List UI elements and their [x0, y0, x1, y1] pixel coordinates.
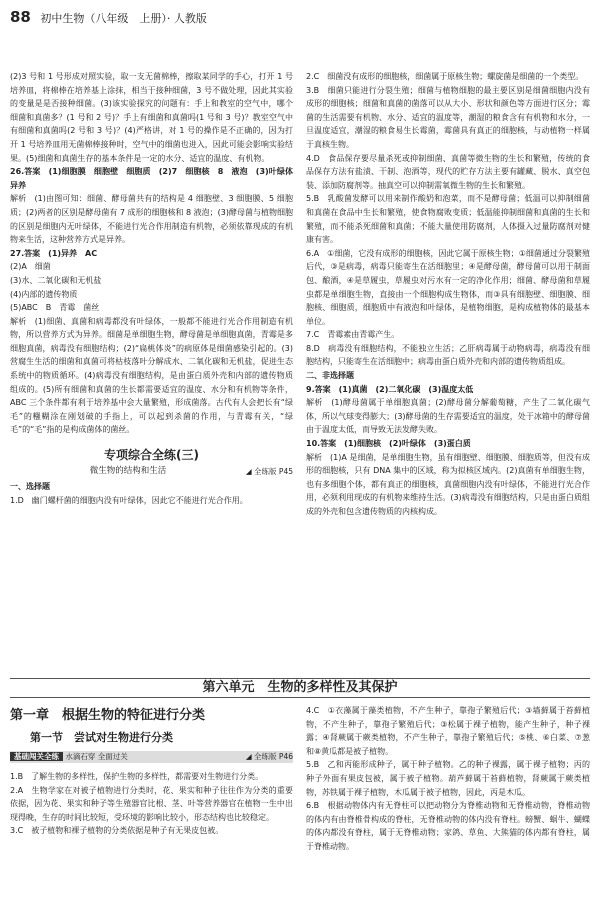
chapter-answer-2: 2.A 生物学家在对被子植物进行分类时，花、果实和种子往往作为分类的重要依据，因为花、果实和种子等生殖器官比根、茎、叶等营养器官在植物一生中出现得晚，生存的时间比较短，受环境的影响比较小，形态结构也比较稳定。 — [10, 785, 293, 822]
analysis-27: 解析 (1)细菌、真菌和病毒都没有叶绿体，一般都不能进行光合作用制造有机物，所以营养方式为异养。细菌是单细胞生物，酵母菌是单细胞真菌，青霉是多细胞真菌，病毒没有细胞结构；(2)“扁桃体炎”的病原体是细菌感染引起的。(3)营腐生生活的细菌和真菌可将枯枝落叶分解成水、二氧化碳和无机盐，促进生态系统中的物质循环。(4)病毒没有细胞结构，是由蛋白质外壳和内部的遗传物质组成的。(5)所有细菌和真菌的生长都需要适宜的温度、水分和有机物等条件，ABC 三个条件都有利于培养基中会大量繁殖，形成菌落。古代有人会把长有“绿毛”的糨糊涂在刚划破的手指上，可以起到杀菌的作用，与青霉有关，“绿毛”的“毛”指的是构成菌体的菌丝。 — [10, 316, 293, 435]
chapter-answer-5: 5.B 乙和丙能形成种子，属于种子植物。乙的种子裸露，属于裸子植物；丙的种子外面有果皮包被，属于被子植物。葫芦藓属于苔藓植物，肾蕨属于蕨类植物，苏铁属于裸子植物，木瓜属于被子植物，因此，丙是木瓜。 — [306, 760, 590, 797]
subtitle-text: 微生物的结构和生活 — [89, 465, 167, 476]
answer-4: 4.D 食品保存要尽量杀死或抑制细菌、真菌等微生物的生长和繁殖，传统的食品保存方法有盐渍、干制、泡酒等，现代的贮存方法主要有罐藏、脱水、真空包装、添加防腐剂等。抽真空可以抑制需氧微生物的生长和繁殖。 — [306, 153, 590, 190]
answer-27-3: (3)水、二氧化碳和无机盐 — [10, 275, 102, 285]
answer-27: 27.答案 (1)异养 AC — [10, 248, 98, 258]
page-header — [10, 8, 207, 26]
chapter-answers-right — [306, 704, 590, 854]
answer-27-2: (2)A 细菌 — [10, 262, 51, 272]
chapter-answers-left — [10, 770, 293, 838]
answer-10: 10.答案 (1)细胞核 (2)叶绿体 (3)蛋白质 — [306, 439, 471, 449]
section-title: 第一节 尝试对生物进行分类 — [30, 731, 173, 744]
chapter-header — [10, 704, 293, 763]
practice-page-ref: ◢ 全练版 P46 — [245, 752, 293, 761]
answer-2: 2.C 细菌没有成形的细胞核，细菌属于原核生物；螺旋菌是细菌的一个类型。 — [306, 72, 584, 81]
analysis-26: 解析 (1)由图可知：细菌、酵母菌共有的结构是 4 细胞壁、3 细胞膜、5 细胞质；(2)两者的区别是酵母菌有 7 成形的细胞核和 8 液泡；(3)酵母菌与植物细胞的区别是细胞内无叶绿体，不能进行光合作用制造有机物，必须依靠现成的有机物来生活，这种营养方式是异养。 — [10, 194, 294, 245]
section-nonchoice: 二、非选择题 — [306, 371, 354, 381]
question-1: 1.D 幽门螺杆菌的细胞内没有叶绿体，因此它不能进行光合作用。 — [10, 495, 248, 505]
answer-6: 6.A ①细菌，它没有成形的细胞核，因此它属于原核生物；①细菌通过分裂繁殖后代，③是病毒，病毒只能寄生在活细胞里；④是酵母菌，酵母菌可以用于制面包、酿酒，④是草履虫，草履虫对污水有一定的净化作用；细菌、酵母菌和草履虫都是单细胞生物，直接由一个细胞构成生物体，而③具有细胞壁、细胞膜、细胞核、细胞质，细胞质中有液泡和叶绿体，是植物细胞，是构成植物体的最基本单位。 — [306, 248, 590, 326]
answer-3: 3.B 细菌只能进行分裂生殖；细菌与植物细胞的最主要区别是细菌细胞内没有成形的细胞核；细菌和真菌的菌落可以从大小、形状和颜色等方面进行区分；霉菌的生活需要有机物、水分、适宜的温度等，潮湿的粮食含有有机物和水分，一旦温度适宜，潮湿的粮食易生长霉菌，霉菌具有真正的细胞核，与动植物一样属于真核生物。 — [306, 85, 590, 149]
chapter-answer-4: 4.C ①衣藻属于藻类植物，不产生种子，靠孢子繁殖后代；③墙藓属于苔藓植物，不产生种子，靠孢子繁殖后代；③松属于裸子植物，能产生种子，种子裸露；④肾蕨属于蕨类植物，不产生种子，靠孢子繁殖后代；⑤桃、⑥白菜、⑦葱和⑧黄瓜都是被子植物。 — [306, 706, 590, 756]
chapter-answer-3: 3.C 被子植物和裸子植物的分类依据是种子有无果皮包被。 — [10, 826, 224, 836]
section-choice: 一、选择题 — [10, 482, 50, 492]
practice-tag-sub: 水滴石穿 全面过关 — [65, 752, 128, 761]
practice-tag: 基础闯关全练 — [10, 752, 63, 761]
answer-5: 5.B 乳酸菌发酵可以用来制作酸奶和泡菜，而不是酵母菌；低温可以抑制细菌和真菌在食品中生长和繁殖，使食物腐败变质；低温能抑制细菌和真菌的生长和繁殖，而不能杀死细菌和真菌；不能大量使用防腐剂，人体摄入过量防腐剂对健康有害。 — [306, 194, 590, 245]
answer-9: 9.答案 (1)真菌 (2)二氧化碳 (3)温度太低 — [306, 384, 474, 394]
answer-7: 7.C 青霉素由青霉产生。 — [306, 330, 400, 340]
book-title: 初中生物（八年级 上册）· 人教版 — [40, 12, 207, 25]
analysis-10: 解析 (1)A 是细菌，是单细胞生物，虽有细胞壁、细胞膜、细胞质等，但没有成形的细胞核，只有 DNA 集中的区域，称为拟核区域内。(2)真菌有单细胞生物，也有多细胞个体，都有真正的细胞核，真菌细胞内没有叶绿体，不能进行光合作用，必须利用现成的有机物来维持生活。(3)病毒没有细胞结构，只是由蛋白质组成的外壳和包含遗传物质的内核构成。 — [306, 452, 590, 516]
special-practice-title: 专项综合全练(三) — [104, 448, 199, 463]
left-column — [10, 70, 301, 507]
page-number: 88 — [10, 8, 31, 26]
chapter-answer-1: 1.B 了解生物的多样性，保护生物的多样性，都需要对生物进行分类。 — [10, 772, 264, 781]
practice-tag-bar — [10, 751, 293, 763]
chapter-title: 第一章 根据生物的特征进行分类 — [10, 708, 206, 723]
page-ref: ◢ 全练版 P45 — [245, 466, 293, 476]
analysis-9: 解析 (1)酵母菌属于单细胞真菌；(2)酵母菌分解葡萄糖，产生了二氧化碳气体，所以气球变得膨大；(3)酵母菌的生存需要适宜的温度，处于冰箱中的酵母菌由于温度太低，而导致无法发酵失败。 — [306, 398, 590, 435]
answer-27-4: (4)内部的遗传物质 — [10, 289, 78, 299]
unit-title: 第六单元 生物的多样性及其保护 — [10, 678, 590, 698]
special-practice-subtitle — [10, 465, 293, 479]
answer-8: 8.D 病毒没有细胞结构，不能独立生活；乙肝病毒属于动物病毒，病毒没有细胞结构，只能寄生在活细胞中；病毒由蛋白质外壳和内部的遗传物质组成。 — [306, 343, 590, 367]
right-column — [306, 70, 590, 519]
answer-27-5: (5)ABC B 青霉 菌丝 — [10, 303, 100, 313]
chapter-answer-6: 6.B 根据动物体内有无脊柱可以把动物分为脊椎动物和无脊椎动物，脊椎动物的体内有由脊椎骨构成的脊柱，无脊椎动物的体内没有脊柱。螃蟹、蜗牛、蝴蝶的体内都没有脊柱，属于无脊椎动物；家鸽、草鱼、大熊猫的体内都有脊柱，属于脊椎动物。 — [306, 801, 590, 851]
answer-25-cont: (2)3 号和 1 号形成对照实验，取一支无菌棉棒，擦取某同学的手心，打开 1 号培养皿，将棉棒在培养基上涂抹，相当于接种细菌，3 号不做处理，因此其实验的变量是是否接种细菌。(3)该实验探究的问题有：手上和教室的空气中，哪个细菌和真菌多？(1 号和 2 号)？手上有细菌和真菌吗(1 号和 3 号)？教室空气中有细菌和真菌吗(2 号和 3 号)？(4)严格讲，对 1 号的操作是不正确的，因为打开 1 号培养皿用无菌棉棒接种时，空气中的细菌也进入，因此可能会影响实验结果。(5)细菌和真菌生存的基本条件是一定的水分、适宜的温度、有机物。 — [10, 72, 293, 163]
answer-26: 26.答案 (1)细胞膜 细胞壁 细胞质 (2)7 细胞核 8 液泡 (3)叶绿体 异养 — [10, 167, 301, 190]
